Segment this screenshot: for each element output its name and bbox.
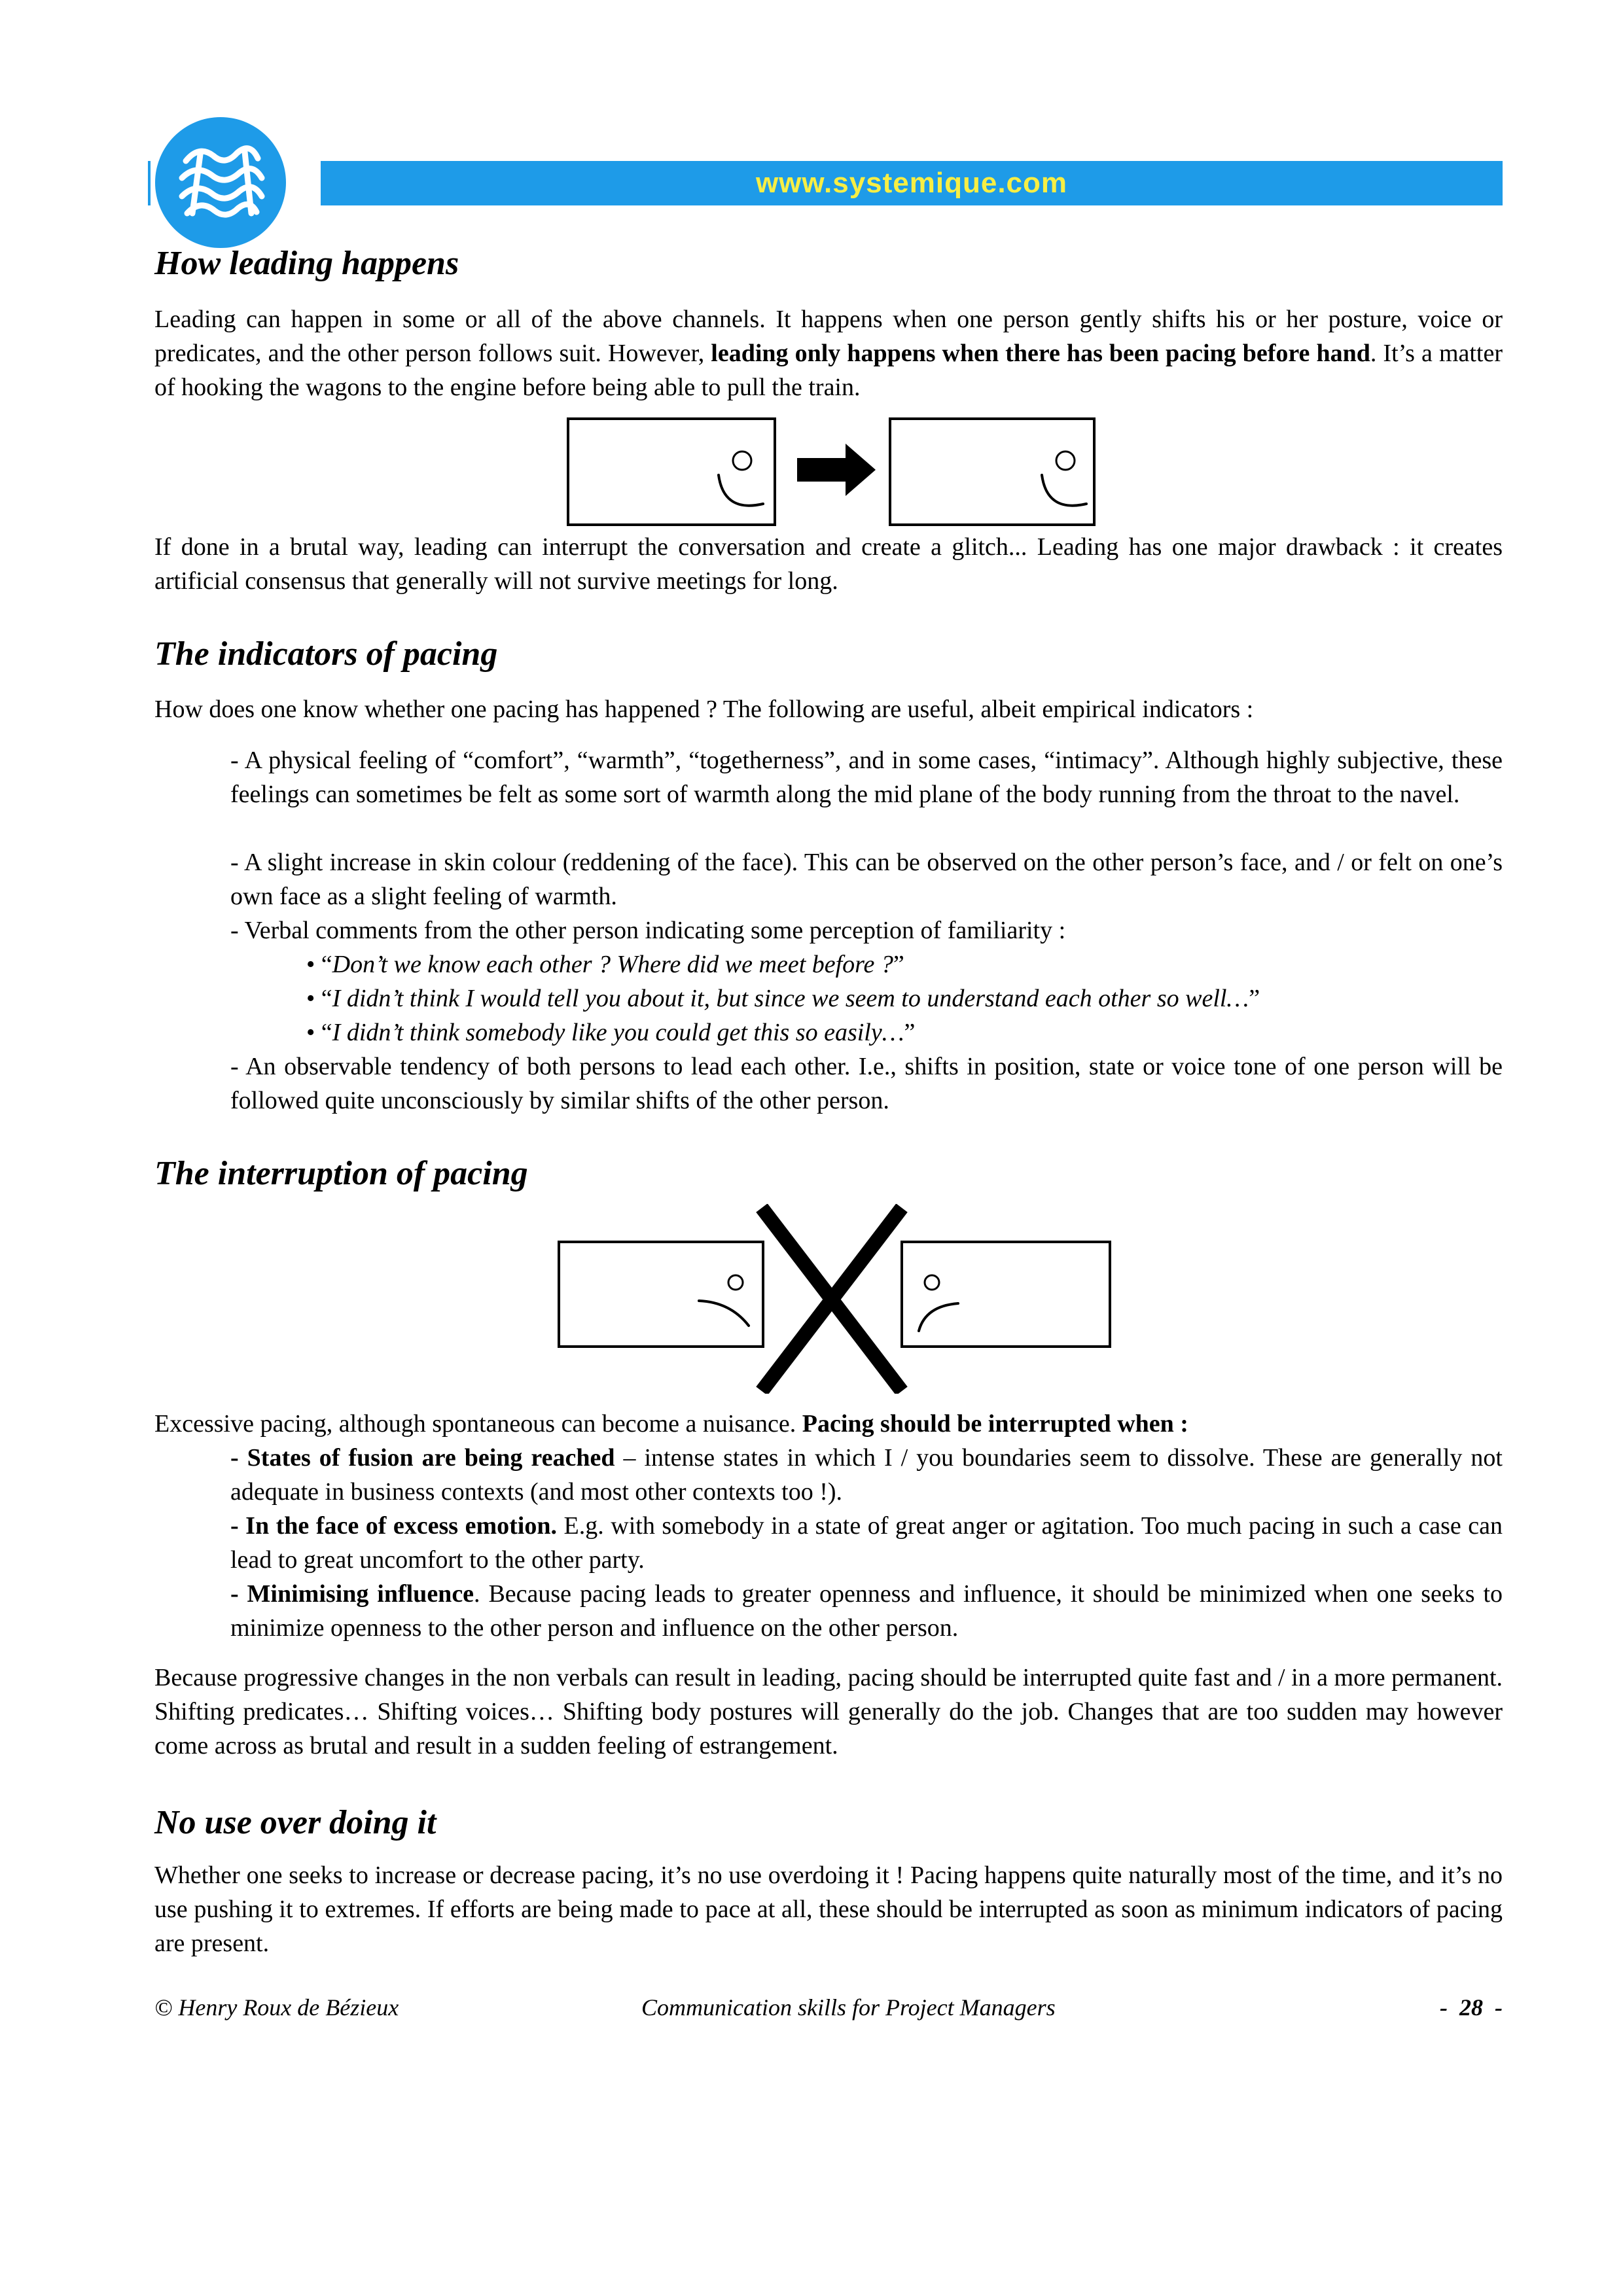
- indicator-item-4: - An observable tendency of both persons to lead each other. I.e., shifts in position, state or voice tone of one person will be followed quite unconsciously by similar shifts of the other person.: [230, 1053, 1503, 1114]
- diagram-box-right: [902, 1242, 1110, 1347]
- header-accent-tick: [148, 161, 151, 205]
- footer-doc-title: Communication skills for Project Managers: [641, 1994, 1056, 2021]
- section-title-indicators: The indicators of pacing: [154, 635, 498, 673]
- interruption-diagram: [554, 1204, 1116, 1394]
- diagram-arrow-icon: [797, 444, 876, 496]
- indicator-item-3: - Verbal comments from the other person indicating some perception of familiarity :: [230, 917, 1066, 944]
- leading-paragraph-1: Leading can happen in some or all of the above channels. It happens when one person gently shifts his or her posture, voice or predicates, and the other person follows suit. However, leading only happens when there has been pacing before hand. It’s a matter of hooking the wagons to the engine before being able to pull the train.: [154, 306, 1503, 401]
- interruption-bullet-2: - In the face of excess emotion. E.g. with somebody in a state of great anger or agitation. Too much pacing in such a case can lead to great uncomfort to the other party.: [230, 1512, 1503, 1574]
- quote-item-1: • “Don’t we know each other ? Where did we meet before ?”: [306, 951, 904, 978]
- section-title-leading: How leading happens: [154, 245, 459, 282]
- quote-item-2: • “I didn’t think I would tell you about it, but since we seem to understand each other so well…”: [306, 985, 1260, 1012]
- quote-item-3: • “I didn’t think somebody like you could get this so easily…”: [306, 1019, 916, 1046]
- cross-out-icon: [762, 1208, 902, 1391]
- diagram-box-left: [568, 419, 775, 525]
- leading-paragraph-2: If done in a brutal way, leading can interrupt the conversation and create a glitch... Leading has one major drawback : it creates artificial consensus that generally will not survive meetings for long.: [154, 533, 1503, 595]
- interruption-paragraph-2: Because progressive changes in the non verbals can result in leading, pacing should be interrupted quite fast and / in a more permanent. Shifting predicates… Shifting voices… Shifting body postures will generally do the job. Changes that are too sudden may however come across as brutal and result in a sudden feeling of estrangement.: [154, 1664, 1503, 1759]
- diagram-box-left: [559, 1242, 763, 1347]
- footer-copyright: © Henry Roux de Bézieux: [154, 1994, 399, 2021]
- interruption-intro: Excessive pacing, although spontaneous can become a nuisance. Pacing should be interrupted when :: [154, 1410, 1188, 1438]
- page-number: - 28 -: [1440, 1994, 1503, 2021]
- interruption-bullet-3: - Minimising influence. Because pacing leads to greater openness and influence, it should be minimized when one seeks to minimize openness to the other person and influence on the other person.: [230, 1580, 1503, 1642]
- header-bar: [321, 161, 1503, 205]
- indicator-item-1: - A physical feeling of “comfort”, “warmth”, “togetherness”, and in some cases, “intimacy”. Although highly subjective, these feelings can sometimes be felt as some sort of warmth along the mid plane of the body running from the throat to the navel.: [230, 747, 1503, 808]
- overdoing-paragraph: Whether one seeks to increase or decrease pacing, it’s no use overdoing it ! Pacing happens quite naturally most of the time, and it’s no use pushing it to extremes. If efforts are being made to pace at all, these should be interrupted as soon as minimum indicators of pacing are present.: [154, 1862, 1503, 1957]
- interruption-bullet-1: - States of fusion are being reached – intense states in which I / you boundaries seem to dissolve. These are generally not adequate in business contexts (and most other contexts too !).: [230, 1444, 1503, 1506]
- section-title-overdoing: No use over doing it: [154, 1804, 437, 1841]
- indicators-intro: How does one know whether one pacing has happened ? The following are useful, albeit empirical indicators :: [154, 696, 1254, 723]
- diagram-box-right: [890, 419, 1094, 525]
- indicator-item-2: - A slight increase in skin colour (reddening of the face). This can be observed on the other person’s face, and / or felt on one’s own face as a slight feeling of warmth.: [230, 849, 1503, 910]
- site-url[interactable]: www.systemique.com: [755, 167, 1068, 199]
- leading-diagram: [563, 415, 1099, 530]
- systemique-logo-icon: [153, 115, 288, 250]
- section-title-interruption: The interruption of pacing: [154, 1155, 528, 1192]
- leading-emphasis: leading only happens when there has been pacing before hand: [711, 340, 1370, 367]
